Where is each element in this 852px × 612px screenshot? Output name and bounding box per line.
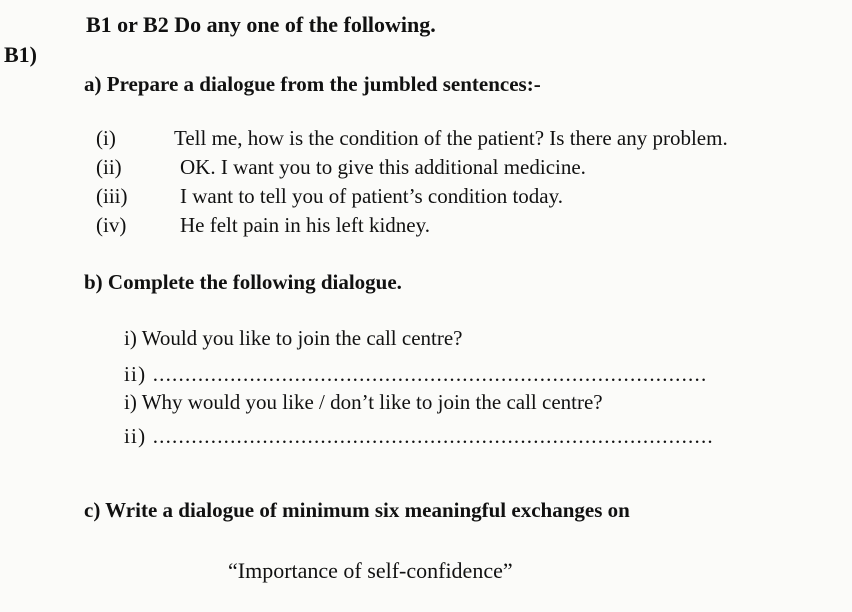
part-c-heading: c) Write a dialogue of minimum six meaningful exchanges on (84, 498, 630, 522)
sentence-text: Tell me, how is the condition of the patient? Is there any problem. (174, 126, 728, 150)
sentence-text: OK. I want you to give this additional medicine. (180, 155, 586, 179)
instruction-heading: B1 or B2 Do any one of the following. (86, 12, 436, 37)
dialogue-line: i) Would you like to join the call centre? (124, 326, 463, 350)
sentence-text: He felt pain in his left kidney. (180, 213, 430, 237)
part-b-heading: b) Complete the following dialogue. (84, 270, 402, 294)
sentence-number: (iv) (96, 213, 127, 237)
dialogue-line: i) Why would you like / don’t like to join the call centre? (124, 390, 603, 414)
dialogue-answer-blank: ii) ...................................................................................... (124, 362, 708, 386)
section-label: B1) (4, 42, 37, 67)
sentence-number: (iii) (96, 184, 128, 208)
sentence-number: (ii) (96, 155, 122, 179)
dialogue-topic: “Importance of self-confidence” (228, 558, 513, 583)
sentence-number: (i) (96, 126, 116, 150)
part-a-heading: a) Prepare a dialogue from the jumbled sentences:- (84, 72, 541, 96)
sentence-text: I want to tell you of patient’s condition today. (180, 184, 563, 208)
dialogue-answer-blank: ii) ....................................................................................... (124, 424, 714, 448)
